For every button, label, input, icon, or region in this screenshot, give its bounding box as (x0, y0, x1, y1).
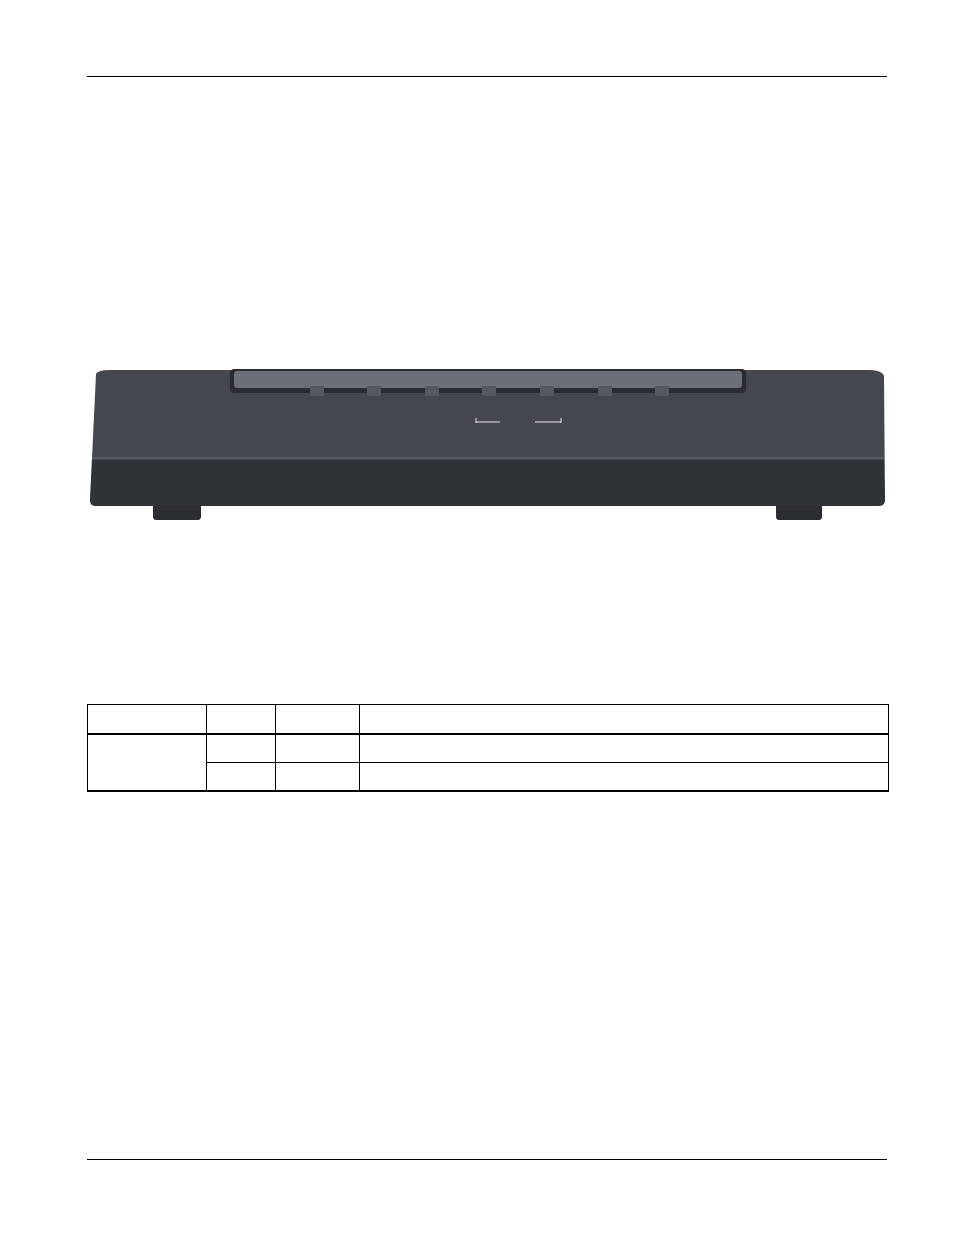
led-cell (88, 735, 207, 791)
device-top-light (234, 371, 742, 388)
table-header-led (88, 705, 207, 734)
status-cell (276, 790, 360, 791)
footer-rule (87, 1159, 887, 1160)
table-row-lan-10m (88, 735, 889, 763)
front-panel-figure (88, 360, 886, 522)
table-header-description (360, 705, 889, 734)
led-table (87, 704, 889, 792)
table-header-color (207, 705, 276, 734)
section-heading-front-panel (89, 273, 146, 305)
color-cell (207, 790, 276, 791)
table-row-vdsl (88, 790, 889, 791)
table-header-row (88, 705, 889, 734)
section-heading-front-panel-leds (89, 587, 174, 615)
header-rule (87, 76, 887, 77)
section-heading-back-panel (89, 1053, 146, 1085)
table-row-lan-100m (88, 762, 889, 790)
color-cell (207, 735, 276, 763)
device-base (90, 460, 885, 506)
description-cell (360, 762, 889, 790)
status-cell (276, 762, 360, 790)
table-header-status (276, 705, 360, 734)
color-cell (207, 762, 276, 790)
description-cell (360, 790, 889, 791)
status-cell (276, 735, 360, 763)
led-cell (88, 790, 207, 791)
description-cell (360, 735, 889, 763)
